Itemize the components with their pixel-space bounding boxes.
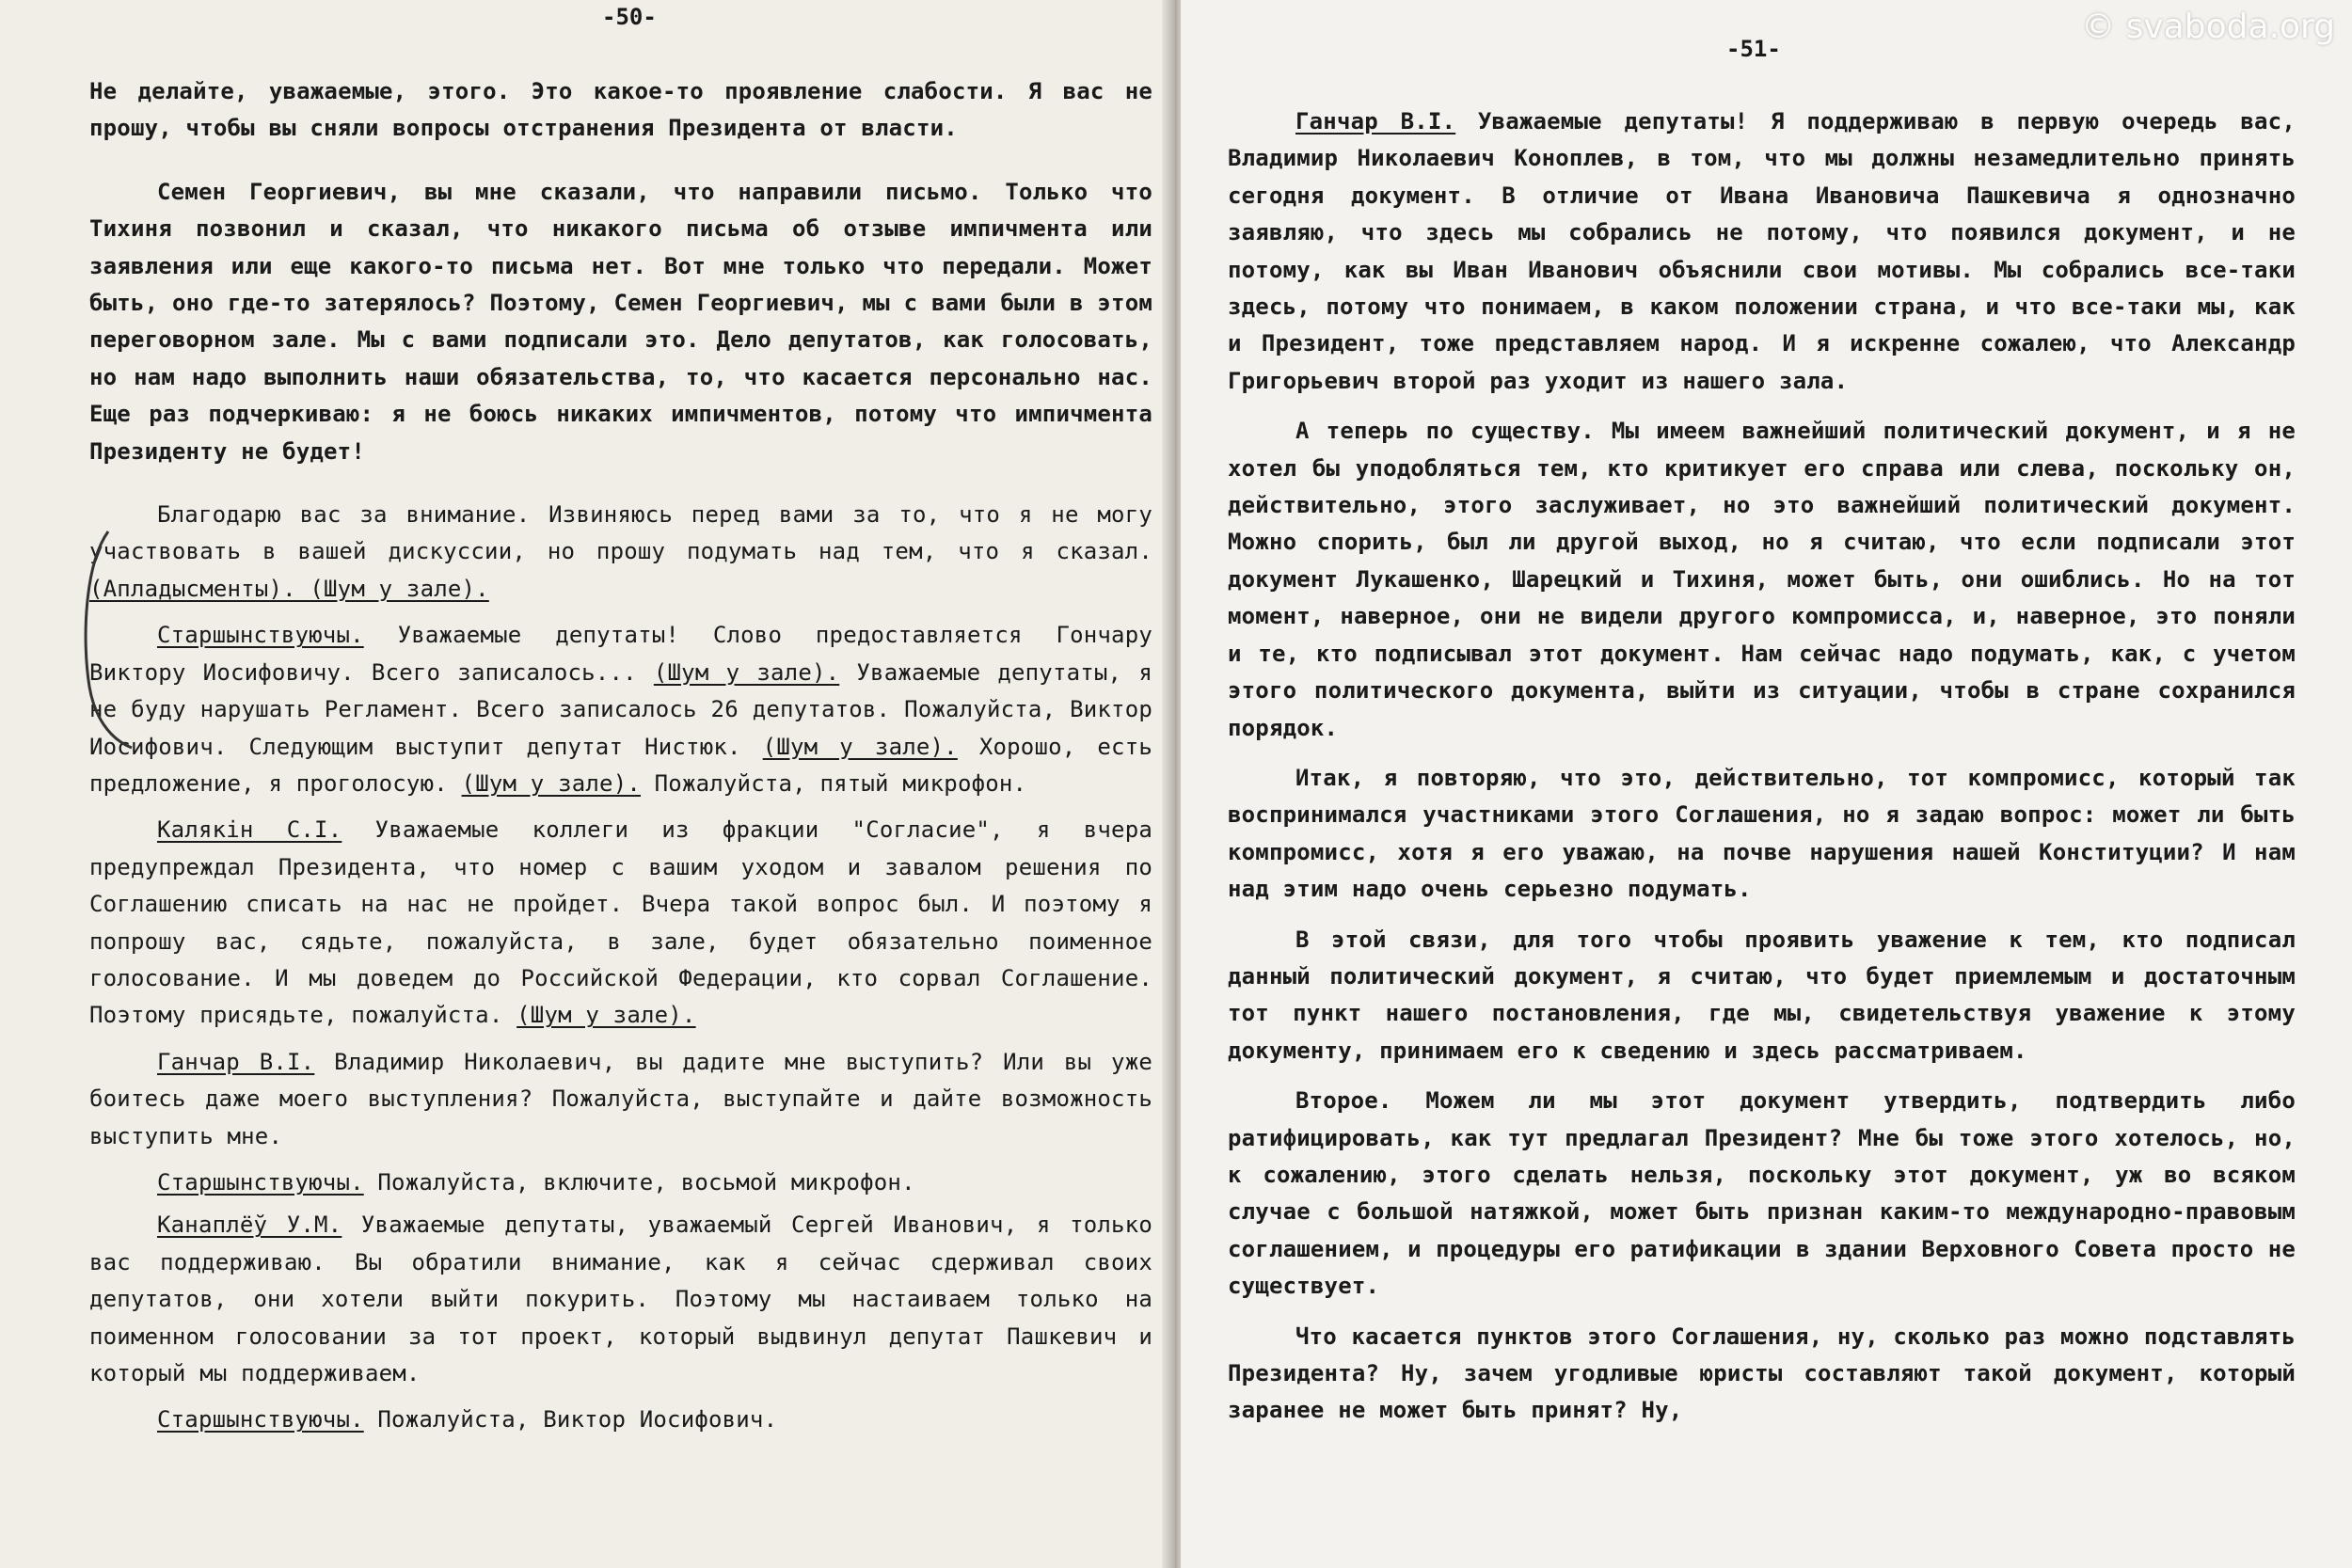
speaker-label: Старшынствуючы. xyxy=(157,622,364,649)
speaker-label: Ганчар В.І. xyxy=(157,1048,315,1075)
paragraph: Семен Георгиевич, вы мне сказали, что направили письмо. Только что Тихиня позвонил и сказал, что никакого письма об отзыве импичмента или заявления или еще какого-то письма нет. Вот мне только что передали. Может быть, оно где-то затерялось? Поэтому, Семен Георгиевич, мы с вами были в этом переговорном зале. Мы с вами подписали это. Дело депутатов, как голосовать, но нам надо выполнить наши обязательства, то, что касается персонально нас. Еще раз подчеркиваю: я не боюсь никаких импичментов, потому что импичмента Президенту не будет! xyxy=(89,178,1152,465)
speaker-label: Ганчар В.І. xyxy=(1295,108,1456,135)
paragraph: Калякін С.І. Уважаемые коллеги из фракции "Согласие", я вчера предупреждал Президента, что номер с вашим уходом и завалом решения по Соглашению списать на нас не пройдет. Вчера такой вопрос был. И поэтому я попрошу вас, сядьте, пожалуйста, в зале, будет обязательно поименное голосование. И мы доведем до Российской Федерации, кто сорвал Соглашение. Поэтому присядьте, пожалуйста. (Шум у зале). xyxy=(89,816,1152,1029)
page-number: -50- xyxy=(602,4,657,30)
speaker-label: Старшынствуючы. xyxy=(157,1406,364,1433)
paragraph: Ганчар В.І. Владимир Николаевич, вы дадите мне выступить? Или вы уже боитесь даже моего выступления? Пожалуйста, выступайте и дайте возможность выступить мне. xyxy=(89,1048,1152,1149)
paragraph: Что касается пунктов этого Соглашения, ну, сколько раз можно подставлять Президента? Ну, зачем угодливые юристы составляют такой документ, который заранее не может быть принят? Ну, xyxy=(1228,1323,2296,1424)
paragraph: Итак, я повторяю, что это, действительно, тот компромисс, который так воспринимался участниками этого Соглашения, но я задаю вопрос: может ли быть компромисс, хотя я его уважаю, на почве нарушения нашей Конституции? И нам над этим надо очень серьезно подумать. xyxy=(1228,764,2296,903)
paragraph: Благодарю вас за внимание. Извиняюсь перед вами за то, что я не могу участвовать в вашей дискуссии, но прошу подумать над тем, что я сказал. (Апладысменты). (Шум у зале). xyxy=(89,501,1152,602)
paragraph: Старшынствуючы. Уважаемые депутаты! Слово предоставляется Гончару Виктору Иосифовичу. Всего записалось... (Шум у зале). Уважаемые депутаты, я не буду нарушать Регламент. Всего записалось 26 депутатов. Пожалуйста, Виктор Иосифович. Следующим выступит депутат Нистюк. (Шум у зале). Хорошо, есть предложение, я проголосую. (Шум у зале). Пожалуйста, пятый микрофон. xyxy=(89,622,1152,797)
paragraph: Ганчар В.І. Уважаемые депутаты! Я поддерживаю в первую очередь вас, Владимир Николаевич Коноплев, в том, что мы должны незамедлительно принять сегодня документ. В отличие от Ивана Ивановича Пашкевича я однозначно заявляю, что здесь мы собрались не потому, что появился документ, и не потому, как вы Иван Иванович объяснили свои мотивы. Мы собрались все-таки здесь, потому что понимаем, в каком положении страна, и что все-таки мы, как и Президент, тоже представляем народ. И я искренне сожалею, что Александр Григорьевич второй раз уходит из нашего зала. xyxy=(1228,108,2296,394)
page-number: -51- xyxy=(1726,36,1781,62)
watermark: © svaboda.org xyxy=(2081,8,2335,46)
stage-note: (Шум у зале). xyxy=(653,658,840,686)
speaker-label: Старшынствуючы. xyxy=(157,1168,364,1196)
paragraph: Не делайте, уважаемые, этого. Это какое-то проявление слабости. Я вас не прошу, чтобы вы сняли вопросы отстранения Президента от власти. xyxy=(89,78,1152,142)
paragraph: А теперь по существу. Мы имеем важнейший политический документ, и я не хотел бы уподобляться тем, кто критикует его справа или слева, поскольку он, действительно, этого заслуживает, но это важнейший политический документ. Можно спорить, был ли другой выход, но я считаю, что если подписали этот документ Лукашенко, Шарецкий и Тихиня, может быть, они ошиблись. Но на тот момент, наверное, они не видели другого компромисса, и, наверное, это поняли и те, кто подписывал этот документ. Нам сейчас надо подумать, как, с учетом этого политического документа, выйти из ситуации, чтобы в стране сохранился порядок. xyxy=(1228,418,2296,741)
paragraph: Канаплёў У.М. Уважаемые депутаты, уважаемый Сергей Иванович, я только вас поддерживаю. Вы обратили внимание, как я сейчас сдерживал своих депутатов, они хотели выйти покурить. Поэтому мы настаиваем только на поименном голосовании за тот проект, который выдвинул депутат Пашкевич и который мы поддерживаем. xyxy=(89,1212,1152,1386)
paragraph: Старшынствуючы. Пожалуйста, Виктор Иосифович. xyxy=(157,1406,778,1433)
speaker-label: Канаплёў У.М. xyxy=(157,1212,342,1239)
stage-note: (Шум у зале). xyxy=(461,769,641,797)
stage-note: (Шум у зале). xyxy=(762,733,958,760)
paragraph: В этой связи, для того чтобы проявить уважение к тем, кто подписал данный политический документ, я считаю, что будет приемлемым и достаточным тот пункт нашего постановления, где мы, свидетельствуя уважение к этому документу, принимаем его к сведению и здесь рассматриваем. xyxy=(1228,926,2296,1064)
stage-note: (Апладысменты). (Шум у зале). xyxy=(89,575,489,602)
handwritten-bracket xyxy=(80,527,136,752)
speaker-label: Калякін С.І. xyxy=(157,816,342,844)
right-page xyxy=(1181,0,2352,1568)
paragraph: Старшынствуючы. Пожалуйста, включите, восьмой микрофон. xyxy=(157,1168,915,1196)
left-page xyxy=(0,0,1171,1568)
stage-note: (Шум у зале). xyxy=(516,1002,696,1029)
paragraph: Второе. Можем ли мы этот документ утвердить, подтвердить либо ратифицировать, как тут предлагал Президент? Мне бы тоже этого хотелось, но, к сожалению, этого сделать нельзя, поскольку этот документ, уж во всяком случае с большой натяжкой, может быть признан каким-то международно-правовым соглашением, и процедуры его ратификации в здании Верховного Совета просто не существует. xyxy=(1228,1087,2296,1300)
